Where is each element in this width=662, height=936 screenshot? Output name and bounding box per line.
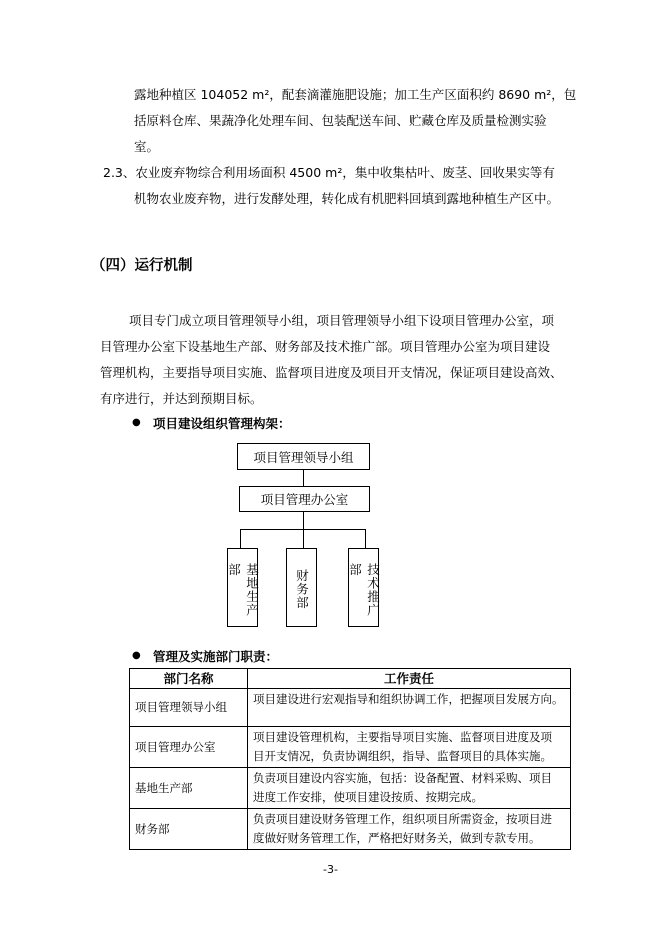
- paragraph-line: 室。: [134, 139, 160, 154]
- duty-cell: [248, 689, 571, 727]
- table-row: [130, 768, 571, 809]
- dept-cell: 项目管理办公室: [130, 727, 248, 768]
- paragraph-line: 项目专门成立项目管理领导小组，项目管理领导小组下设项目管理办公室，项: [129, 313, 555, 328]
- paragraph-line: 括原料仓库、果蔬净化处理车间、包装配送车间、贮藏仓库及质量检测实验: [134, 113, 547, 128]
- org-node-base-production: [227, 548, 258, 627]
- org-node-finance: [286, 548, 317, 627]
- dept-cell: 项目管理领导小组: [130, 689, 248, 727]
- org-node-label: 项目管理领导小组: [253, 449, 354, 465]
- duty-cell: [248, 809, 571, 850]
- column-header: 工作责任: [248, 669, 571, 689]
- duty-cell: [248, 727, 571, 768]
- org-node-tech-promotion: [348, 548, 379, 627]
- org-node-leadership-group: [237, 443, 370, 470]
- connector-line: [240, 529, 241, 549]
- duties-table-title: 管理及实施部门职责：: [153, 649, 279, 664]
- page-number: -3-: [323, 863, 338, 876]
- duty-line: 目开支情况，负责协调组织，指导、监督项目的具体实施。: [253, 749, 552, 763]
- duties-table: [129, 668, 571, 850]
- bullet-icon: ●: [132, 650, 141, 661]
- org-node-label: 基地生产部: [226, 563, 260, 617]
- duty-line: 项目建设管理机构，主要指导项目实施、监督项目进度及项: [253, 730, 552, 744]
- connector-line: [303, 512, 304, 530]
- section-heading: （四）运行机制: [91, 258, 193, 274]
- connector-line: [303, 470, 304, 487]
- column-header: 部门名称: [130, 669, 248, 689]
- paragraph-line: 有序进行，并达到预期目标。: [100, 391, 263, 406]
- org-node-label: 项目管理办公室: [260, 492, 349, 507]
- dept-cell: 财务部: [130, 809, 248, 850]
- dept-cell: 基地生产部: [130, 768, 248, 809]
- connector-line: [365, 529, 366, 549]
- connector-line: [303, 529, 304, 549]
- list-item-2-3: 2.3、农业废弃物综合利用场面积 4500 m²，集中收集枯叶、废茎、回收果实等有: [103, 165, 555, 180]
- paragraph-line: 露地种植区 104052 m²，配套滴灌施肥设施；加工生产区面积约 8690 m²，包: [134, 87, 577, 102]
- org-node-label: 技术推广部: [347, 563, 381, 617]
- paragraph-line: 管理机构，主要指导项目实施、监督项目进度及项目开支情况，保证项目建设高效、: [100, 365, 563, 380]
- table-row: [130, 809, 571, 850]
- bullet-icon: ●: [132, 417, 141, 428]
- paragraph-line: 目管理办公室下设基地生产部、财务部及技术推广部。项目管理办公室为项目建设: [100, 339, 551, 354]
- table-header-row: [130, 669, 571, 689]
- duty-line: 进度工作安排，使项目建设按质、按期完成。: [253, 790, 483, 804]
- duty-line: 负责项目建设内容实施，包括：设备配置、材料采购、项目: [253, 771, 552, 785]
- duty-line: 负责项目建设财务管理工作，组织项目所需资金，按项目进: [253, 812, 552, 826]
- duty-line: 度做好财务管理工作，严格把好财务关，做到专款专用。: [253, 831, 541, 845]
- list-item-2-3-cont: 机物农业废弃物，进行发酵处理，转化成有机肥料回填到露地种植生产区中。: [134, 191, 560, 206]
- table-row: [130, 727, 571, 768]
- duty-line: 项目建设进行宏观指导和组织协调工作，把握项目发展方向。: [253, 692, 564, 706]
- table-row: [130, 689, 571, 727]
- org-node-management-office: [239, 486, 370, 512]
- duty-cell: [248, 768, 571, 809]
- org-chart-title: 项目建设组织管理构架：: [153, 416, 291, 431]
- org-node-label: 财务部: [294, 569, 310, 610]
